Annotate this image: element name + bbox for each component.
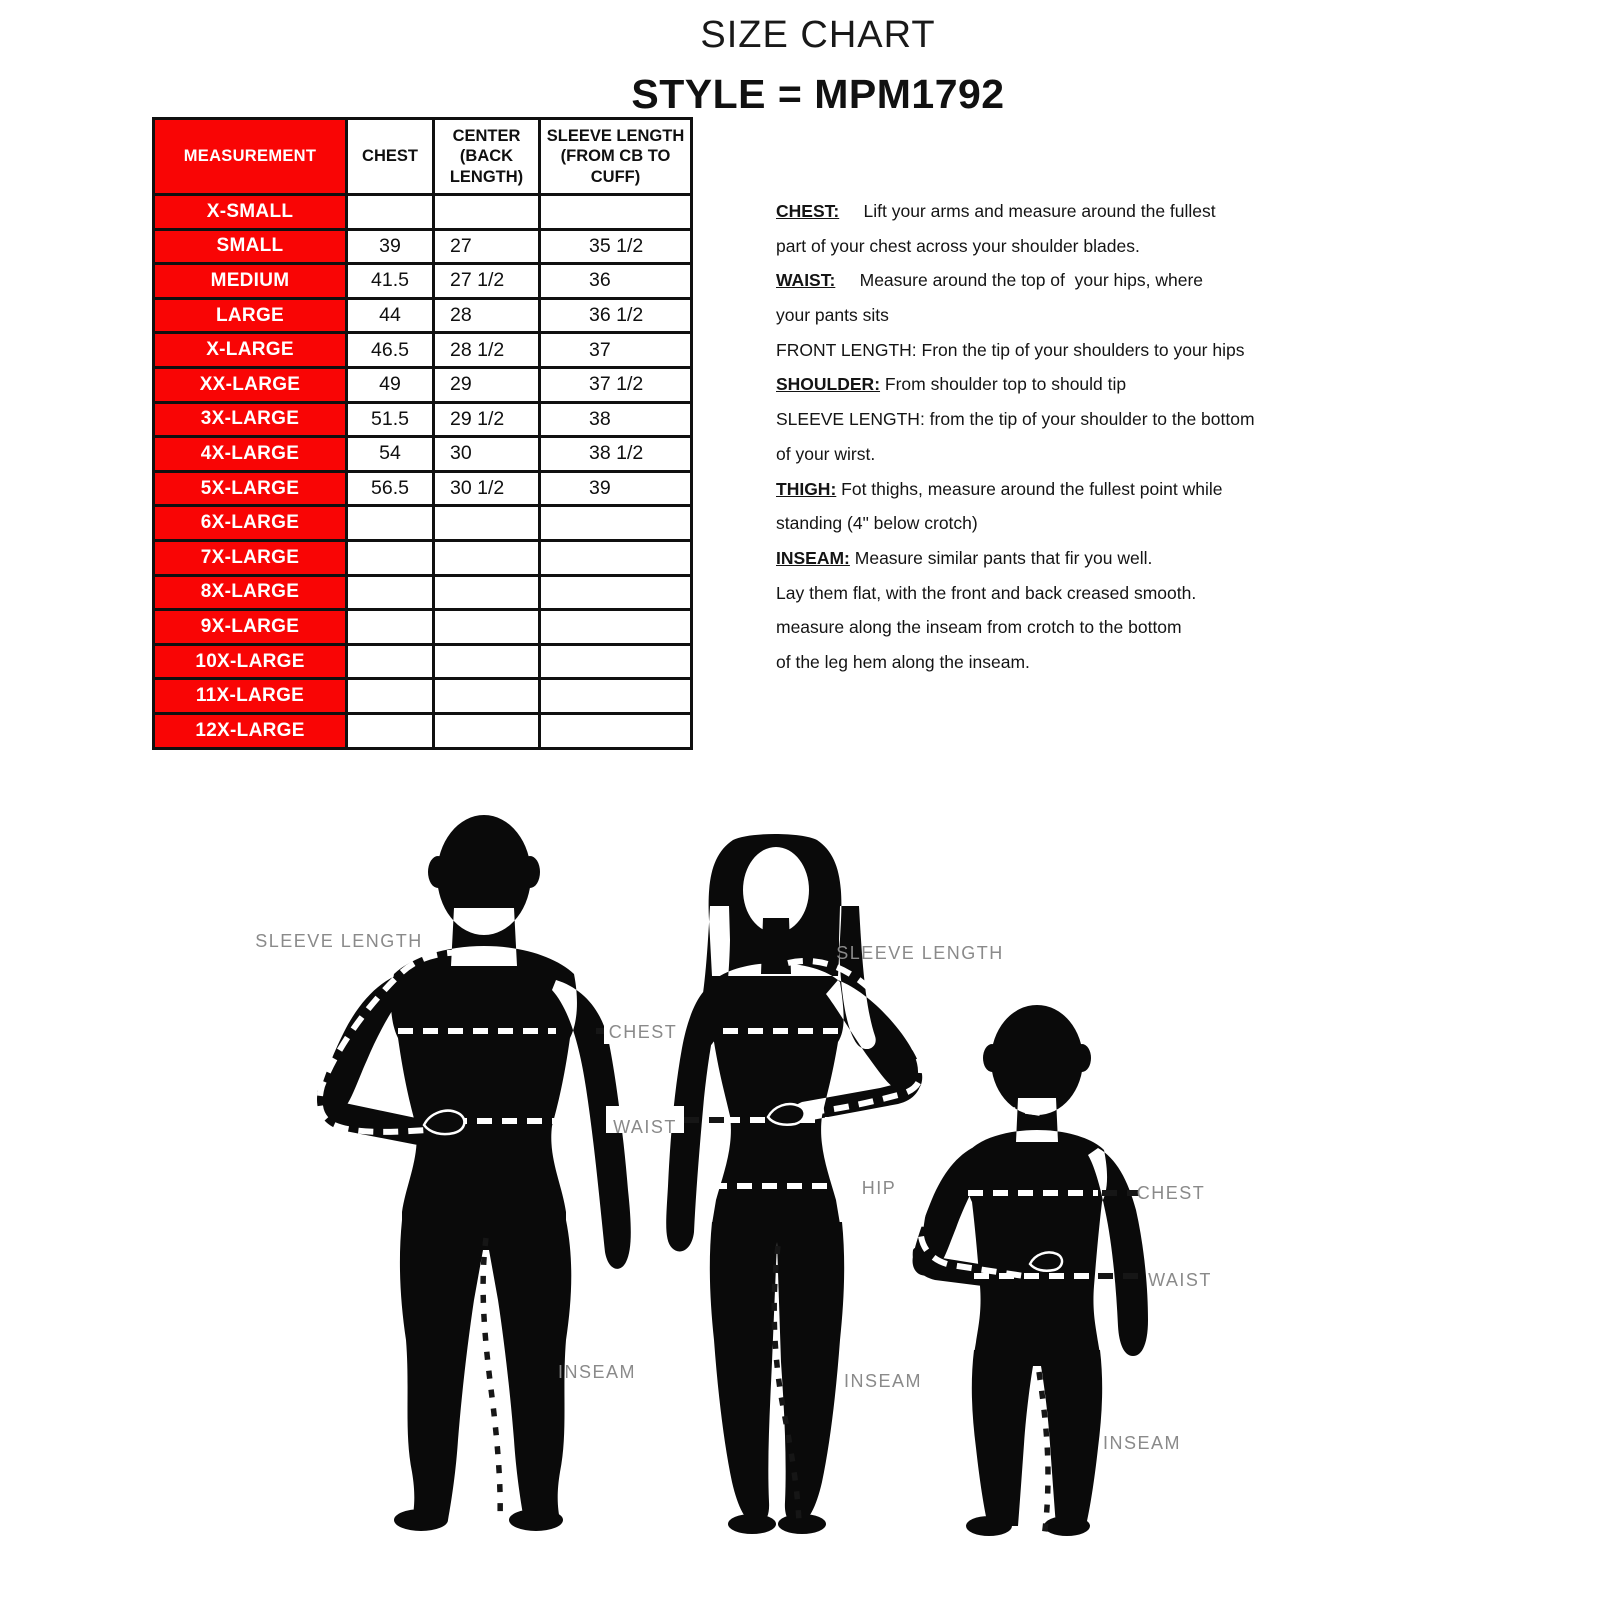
size-cell: SMALL: [154, 229, 347, 264]
size-table-row: [154, 264, 692, 299]
instruction-text: Lift your arms and measure around the fullest: [839, 201, 1216, 221]
instruction-text: Measure around the top of your hips, where: [835, 270, 1204, 291]
size-cell: 9X-LARGE: [154, 610, 347, 645]
center-back-cell: 29: [434, 367, 540, 402]
chest-cell: [347, 713, 434, 748]
size-table-row: [154, 471, 692, 506]
sleeve-length-cell: [540, 195, 692, 230]
size-cell: X-LARGE: [154, 333, 347, 368]
instruction-line: [776, 437, 1255, 472]
size-table-row: [154, 644, 692, 679]
chest-cell: [347, 506, 434, 541]
instruction-line: [776, 645, 1255, 680]
sleeve-length-cell: 37: [540, 333, 692, 368]
instruction-line: [776, 506, 1255, 541]
size-cell: XX-LARGE: [154, 367, 347, 402]
size-cell: 4X-LARGE: [154, 437, 347, 472]
instruction-text: of your wirst.: [776, 443, 876, 464]
sleeve-length-cell: 36 1/2: [540, 298, 692, 333]
center-back-cell: [434, 540, 540, 575]
woman-inseam-label: INSEAM: [843, 1371, 923, 1391]
center-back-cell: [434, 644, 540, 679]
instruction-term: SHOULDER:: [776, 374, 881, 395]
chest-cell: [347, 644, 434, 679]
instruction-line: [776, 333, 1255, 368]
instruction-text: of the leg hem along the inseam.: [776, 651, 1030, 672]
center-back-cell: 27 1/2: [434, 264, 540, 299]
man-silhouette: [317, 815, 631, 1531]
instruction-text: FRONT LENGTH: Fron the tip of your shoulders to your hips: [776, 339, 1245, 360]
sleeve-length-cell: [540, 679, 692, 714]
instruction-term: CHEST:: [776, 201, 840, 221]
size-table-row: [154, 229, 692, 264]
center-back-cell: [434, 713, 540, 748]
instruction-text: your pants sits: [776, 305, 889, 326]
body-measurement-diagram: [0, 780, 1600, 1560]
chest-cell: 56.5: [347, 471, 434, 506]
chest-label: CHEST: [608, 1022, 678, 1042]
sleeve-length-cell: 39: [540, 471, 692, 506]
col-header-measurement: MEASUREMENT: [154, 119, 347, 195]
size-table-row: [154, 437, 692, 472]
size-cell: 8X-LARGE: [154, 575, 347, 610]
instruction-line: [776, 402, 1255, 437]
size-table-row: [154, 575, 692, 610]
sleeve-length-cell: [540, 506, 692, 541]
chest-cell: 49: [347, 367, 434, 402]
chest-cell: 41.5: [347, 264, 434, 299]
sleeve-length-cell: 36: [540, 264, 692, 299]
instruction-text: part of your chest across your shoulder blades.: [776, 235, 1140, 256]
sleeve-length-cell: 38: [540, 402, 692, 437]
hip-label: HIP: [861, 1178, 897, 1198]
instruction-text: Fot thighs, measure around the fullest point while: [836, 478, 1223, 499]
instruction-term: WAIST:: [776, 270, 836, 291]
instruction-text: SLEEVE LENGTH: from the tip of your shoulder to the bottom: [776, 409, 1255, 430]
man-sleeve-length-label: SLEEVE LENGTH: [255, 931, 423, 951]
center-back-cell: [434, 506, 540, 541]
size-table-row: [154, 506, 692, 541]
instruction-line: [776, 576, 1255, 611]
chest-cell: 39: [347, 229, 434, 264]
size-table-row: [154, 298, 692, 333]
instruction-line: [776, 263, 1255, 298]
sleeve-length-cell: [540, 610, 692, 645]
size-cell: 5X-LARGE: [154, 471, 347, 506]
center-back-cell: 30 1/2: [434, 471, 540, 506]
center-back-cell: 28: [434, 298, 540, 333]
instruction-line: [776, 298, 1255, 333]
sleeve-length-cell: [540, 644, 692, 679]
size-table-row: [154, 402, 692, 437]
child-silhouette: [913, 1005, 1148, 1536]
size-cell: MEDIUM: [154, 264, 347, 299]
size-cell: 3X-LARGE: [154, 402, 347, 437]
instruction-term: INSEAM:: [776, 547, 850, 568]
sleeve-length-cell: [540, 575, 692, 610]
center-back-cell: [434, 679, 540, 714]
size-cell: X-SMALL: [154, 195, 347, 230]
chest-cell: [347, 195, 434, 230]
instruction-text: measure along the inseam from crotch to the bottom: [776, 617, 1182, 638]
instruction-term: THIGH:: [776, 478, 837, 499]
size-table-row: [154, 610, 692, 645]
sleeve-length-cell: 35 1/2: [540, 229, 692, 264]
size-cell: LARGE: [154, 298, 347, 333]
size-table: [152, 117, 693, 750]
col-header-center-back-length: CENTER (BACK LENGTH): [434, 119, 540, 195]
sleeve-length-cell: [540, 540, 692, 575]
chest-cell: [347, 540, 434, 575]
size-table-body: [154, 195, 692, 749]
center-back-cell: 30: [434, 437, 540, 472]
center-back-cell: 29 1/2: [434, 402, 540, 437]
chest-cell: 46.5: [347, 333, 434, 368]
instruction-line: [776, 367, 1255, 402]
sleeve-length-cell: 37 1/2: [540, 367, 692, 402]
instruction-text: From shoulder top to should tip: [880, 374, 1127, 395]
instruction-text: Measure similar pants that fir you well.: [849, 547, 1153, 568]
center-back-cell: [434, 575, 540, 610]
center-back-cell: 28 1/2: [434, 333, 540, 368]
size-table-header-row: [154, 119, 692, 195]
size-table-row: [154, 679, 692, 714]
woman-sleeve-length-label: SLEEVE LENGTH: [836, 943, 1004, 963]
chest-cell: 44: [347, 298, 434, 333]
size-cell: 10X-LARGE: [154, 644, 347, 679]
col-header-sleeve-length: SLEEVE LENGTH (FROM CB TO CUFF): [540, 119, 692, 195]
size-cell: 7X-LARGE: [154, 540, 347, 575]
child-inseam-label: INSEAM: [1102, 1433, 1182, 1453]
instruction-line: [776, 610, 1255, 645]
man-inseam-label: INSEAM: [557, 1362, 637, 1382]
sleeve-length-cell: [540, 713, 692, 748]
waist-label: WAIST: [613, 1117, 677, 1137]
instruction-line: [776, 194, 1255, 229]
instruction-line: [776, 541, 1255, 576]
child-chest-label: CHEST: [1136, 1183, 1206, 1203]
style-subtitle: STYLE = MPM1792: [631, 71, 1005, 117]
instruction-text: standing (4" below crotch): [776, 513, 978, 534]
header: [18, 0, 1600, 118]
chest-cell: 54: [347, 437, 434, 472]
size-table-row: [154, 195, 692, 230]
center-back-cell: [434, 195, 540, 230]
size-table-row: [154, 540, 692, 575]
size-cell: 6X-LARGE: [154, 506, 347, 541]
chest-cell: [347, 575, 434, 610]
chest-cell: [347, 679, 434, 714]
size-table-row: [154, 333, 692, 368]
instruction-line: [776, 229, 1255, 264]
size-table-row: [154, 367, 692, 402]
size-cell: 12X-LARGE: [154, 713, 347, 748]
measuring-instructions: [776, 194, 1255, 680]
chest-cell: [347, 610, 434, 645]
center-back-cell: [434, 610, 540, 645]
child-waist-label: WAIST: [1148, 1270, 1212, 1290]
size-table-row: [154, 713, 692, 748]
instruction-line: [776, 472, 1255, 507]
page-title: SIZE CHART: [700, 14, 936, 56]
sleeve-length-cell: 38 1/2: [540, 437, 692, 472]
col-header-chest: CHEST: [347, 119, 434, 195]
center-back-cell: 27: [434, 229, 540, 264]
chest-cell: 51.5: [347, 402, 434, 437]
size-cell: 11X-LARGE: [154, 679, 347, 714]
instruction-text: Lay them flat, with the front and back creased smooth.: [776, 582, 1197, 603]
